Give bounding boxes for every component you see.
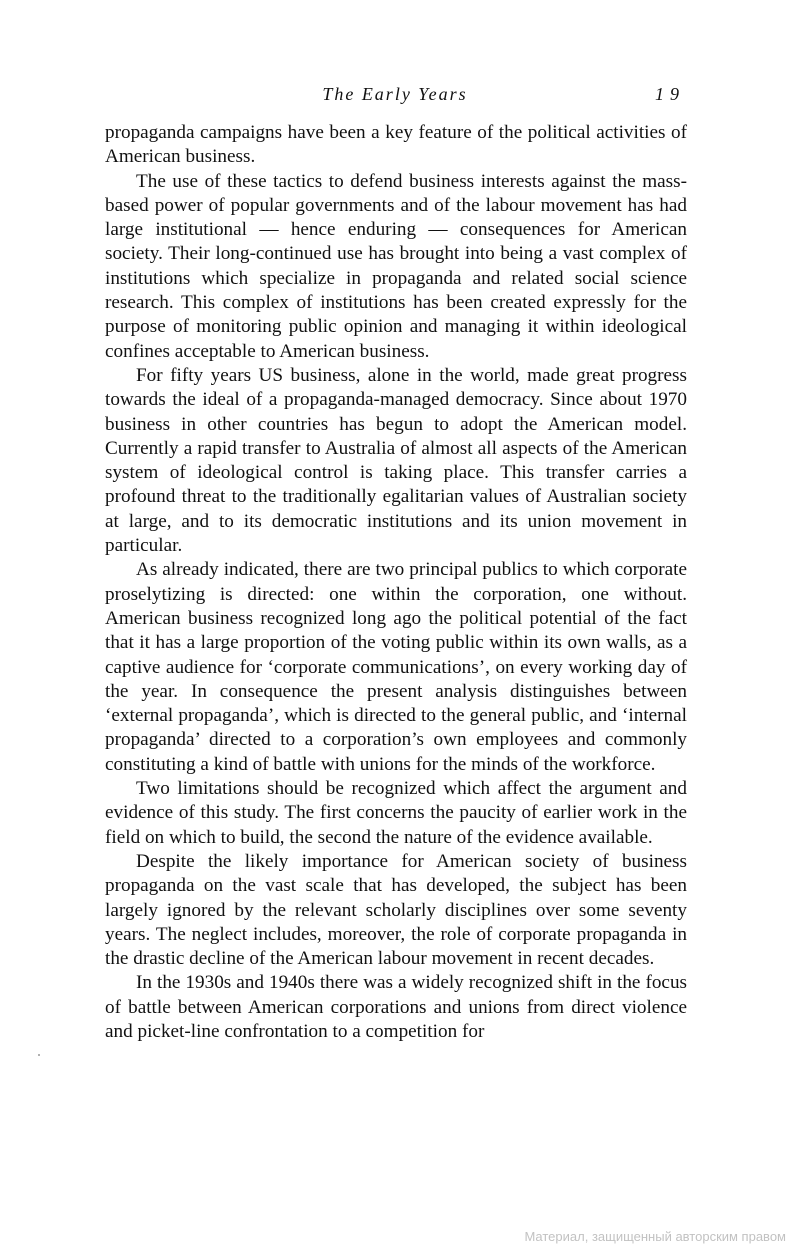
paragraph-2: The use of these tactics to defend business interests against the mass-based power of popular governments and of the labour movement has had large institutional — hence enduring — consequences for American society. Their long-continued use has brought into being a vast complex of institutions which specialize in propaganda and related social science research. This complex of institutions has been created expressly for the purpose of monitoring public opinion and managing it within ideological confines acceptable to American business.	[105, 170, 687, 362]
running-head	[105, 84, 685, 108]
page-number: 19	[655, 84, 685, 104]
paragraph-3: For fifty years US business, alone in the world, made great progress towards the ideal of a propaganda-managed democracy. Since about 1970 business in other countries has begun to adopt the American model. Currently a rapid transfer to Australia of almost all aspects of the American system of ideological control is taking place. This transfer carries a profound threat to the traditionally egalitarian values of Australian society at large, and to its democratic institutions and its union movement in particular.	[105, 364, 687, 557]
paragraph-7: In the 1930s and 1940s there was a widely recognized shift in the focus of battle between American corporations and unions from direct violence and picket-line confrontation to a competition for	[105, 972, 687, 1042]
paragraph-4: As already indicated, there are two principal publics to which corporate proselytizing is directed: one within the corporation, one without. American business recognized long ago the political potential of the fact that it has a large proportion of the voting public within its own walls, as a captive audience for ‘corporate communications’, on every working day of the year. In consequence the present analysis distinguishes between ‘external propaganda’, which is directed to the general public, and ‘internal propaganda’ directed to a corporation’s own employees and commonly constituting a kind of battle with unions for the minds of the workforce.	[105, 559, 687, 775]
body-text	[105, 121, 687, 1044]
paragraph-6: Despite the likely importance for American society of business propaganda on the vast scale that has developed, the subject has been largely ignored by the relevant scholarly disciplines over some seventy years. The neglect includes, moreover, the role of corporate propaganda in the drastic decline of the American labour movement in recent decades.	[105, 850, 687, 970]
scan-speck	[38, 1054, 40, 1056]
paragraph-1: propaganda campaigns have been a key feature of the political activities of American business.	[105, 122, 687, 168]
paragraph-5: Two limitations should be recognized which affect the argument and evidence of this study. The first concerns the paucity of earlier work in the field on which to build, the second the nature of the evidence available.	[105, 778, 687, 848]
copyright-watermark: Материал, защищенный авторским правом	[524, 1229, 786, 1244]
running-title: The Early Years	[322, 84, 468, 104]
